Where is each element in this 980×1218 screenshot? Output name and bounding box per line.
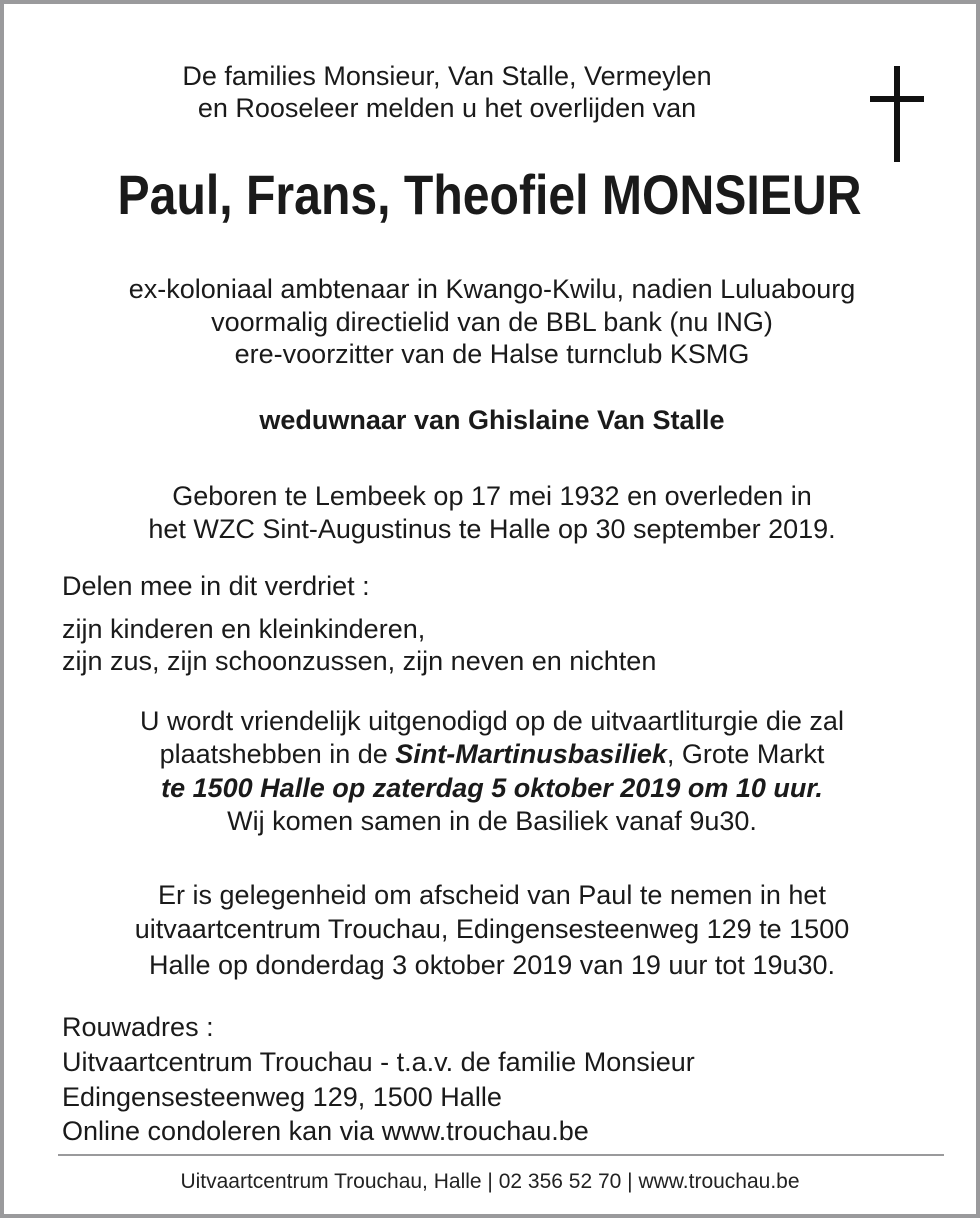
spouse-line: weduwnaar van Ghislaine Van Stalle [259, 405, 725, 435]
cross-icon [894, 66, 900, 162]
birth-line: het WZC Sint-Augustinus te Halle op 30 september 2019. [148, 514, 836, 544]
funeral-text: , Grote Markt [666, 739, 825, 769]
church-name: Sint-Martinusbasiliek [395, 739, 667, 769]
address-line: Uitvaartcentrum Trouchau - t.a.v. de familie Monsieur [62, 1047, 695, 1077]
funeral-text: plaatshebben in de [159, 739, 396, 769]
address-line: Rouwadres : [62, 1012, 214, 1042]
deceased-name-text: Paul, Frans, Theofiel MONSIEUR [118, 163, 862, 226]
funeral-line: U wordt vriendelijk uitgenodigd op de uitvaartliturgie die zal [140, 706, 844, 736]
funeral-line [4, 737, 980, 771]
role-line: ere-voorzitter van de Halse turnclub KSMG [234, 339, 750, 369]
grief-line: Delen mee in dit verdriet : [62, 571, 370, 601]
intro-line: en Rooseleer melden u het overlijden van [197, 93, 697, 123]
role-line: ex-koloniaal ambtenaar in Kwango-Kwilu, nadien Luluabourg [128, 274, 856, 304]
condolence-line: Online condoleren kan via www.trouchau.be [62, 1116, 589, 1146]
grief-line: zijn zus, zijn schoonzussen, zijn neven en nichten [62, 646, 657, 676]
farewell-line: Halle op donderdag 3 oktober 2019 van 19 uur tot 19u30. [148, 950, 836, 980]
funeral-datetime: te 1500 Halle op zaterdag 5 oktober 2019 om 10 uur. [161, 773, 823, 803]
grief-line: zijn kinderen en kleinkinderen, [62, 614, 426, 644]
farewell-line: uitvaartcentrum Trouchau, Edingensesteenweg 129 te 1500 [134, 914, 850, 944]
divider [58, 1154, 944, 1156]
deceased-name [4, 162, 976, 228]
intro-line: De families Monsieur, Van Stalle, Vermeylen [182, 61, 712, 91]
funeral-line: Wij komen samen in de Basiliek vanaf 9u30. [227, 806, 757, 836]
birth-line: Geboren te Lembeek op 17 mei 1932 en overleden in [172, 481, 812, 511]
role-line: voormalig directielid van de BBL bank (nu ING) [211, 307, 773, 337]
address-line: Edingensesteenweg 129, 1500 Halle [62, 1082, 502, 1112]
farewell-line: Er is gelegenheid om afscheid van Paul te nemen in het [158, 880, 826, 910]
footer-contact: Uitvaartcentrum Trouchau, Halle | 02 356 52 70 | www.trouchau.be [180, 1170, 800, 1193]
